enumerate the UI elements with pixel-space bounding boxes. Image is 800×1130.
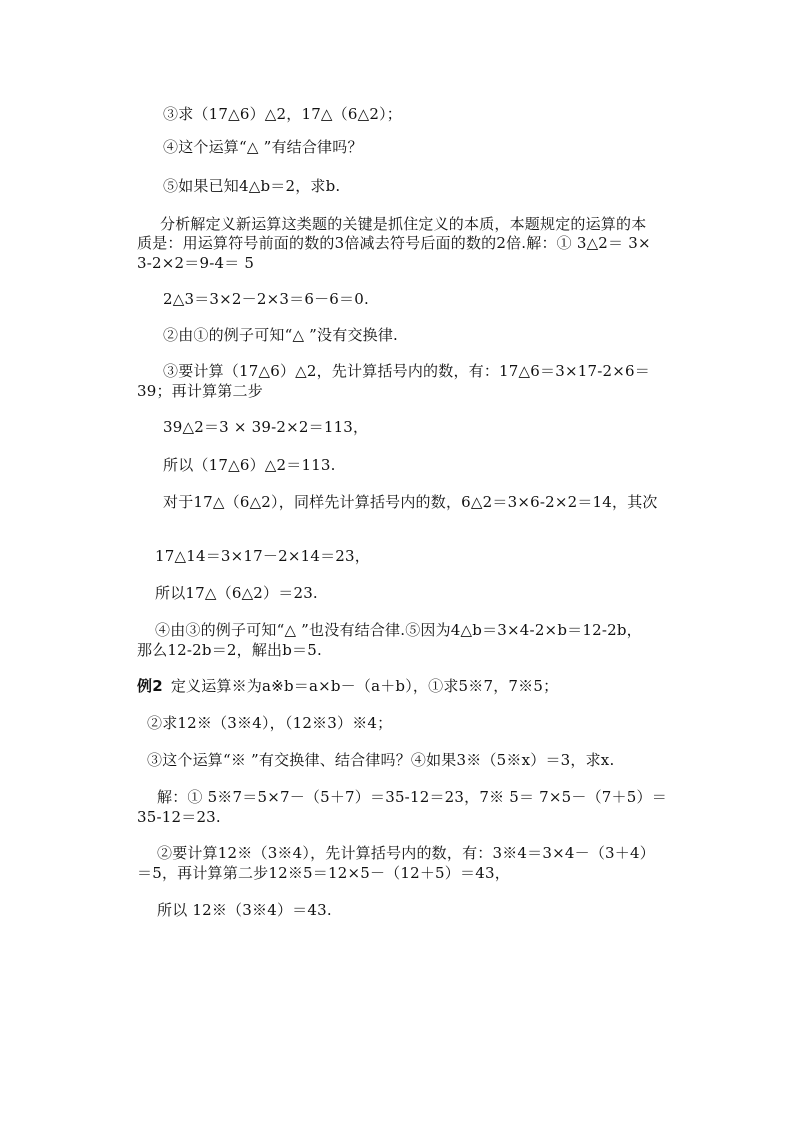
text-line-11: 39△2＝3 × 39-2×2＝113， bbox=[163, 418, 369, 436]
example-label: 例2 bbox=[137, 677, 163, 695]
example-2-definition: 定义运算※为a※b＝a×b－（a＋b），①求5※7，7※5； bbox=[170, 677, 559, 695]
text-line-2: ④这个运算“△ ”有结合律吗？ bbox=[163, 138, 363, 156]
text-line-21: 解：① 5※7＝5×7－（5＋7）＝35-12＝23，7※ 5＝ 7×5－（7＋5）＝ bbox=[157, 788, 667, 806]
text-line-13: 对于17△（6△2），同样先计算括号内的数，6△2＝3×6-2×2＝14，其次 bbox=[163, 493, 658, 511]
text-line-23: ②要计算12※（3※4），先计算括号内的数，有：3※4＝3×4－（3＋4） bbox=[157, 844, 655, 862]
text-line-5: 质是：用运算符号前面的数的3倍减去符号后面的数的2倍.解：① 3△2＝ 3× bbox=[137, 234, 651, 252]
text-line-19: ②求12※（3※4），（12※3）※4； bbox=[147, 714, 393, 732]
text-line-24: ＝5，再计算第二步12※5＝12×5－（12＋5）＝43， bbox=[137, 864, 510, 882]
text-line-22: 35-12＝23. bbox=[137, 808, 221, 826]
text-line-7: 2△3＝3×2－2×3＝6－6＝0. bbox=[163, 290, 369, 308]
text-line-15: 所以17△（6△2）＝23. bbox=[155, 584, 318, 602]
text-line-25: 所以 12※（3※4）＝43. bbox=[157, 901, 332, 919]
text-line-10: 39；再计算第二步 bbox=[137, 382, 263, 400]
text-line-9: ③要计算（17△6）△2，先计算括号内的数，有：17△6＝3×17-2×6＝ bbox=[163, 362, 650, 380]
text-line-4: 分析解定义新运算这类题的关键是抓住定义的本质，本题规定的运算的本 bbox=[160, 215, 647, 233]
text-line-12: 所以（17△6）△2＝113. bbox=[163, 456, 336, 474]
example-2-heading bbox=[137, 676, 558, 696]
text-line-8: ②由①的例子可知“△ ”没有交换律. bbox=[163, 326, 399, 344]
text-line-17: 那么12-2b＝2，解出b＝5. bbox=[137, 641, 322, 659]
text-line-6: 3-2×2＝9-4＝ 5 bbox=[137, 254, 255, 272]
text-line-14: 17△14＝3×17－2×14＝23， bbox=[155, 547, 370, 565]
text-line-16: ④由③的例子可知“△ ”也没有结合律.⑤因为4△b＝3×4-2×b＝12-2b， bbox=[155, 621, 642, 639]
text-line-20: ③这个运算“※ ”有交换律、结合律吗？④如果3※（5※x）＝3，求x. bbox=[147, 751, 615, 769]
text-line-3: ⑤如果已知4△b＝2，求b. bbox=[163, 177, 341, 195]
text-line-1: ③求（17△6）△2，17△（6△2）； bbox=[163, 105, 402, 123]
